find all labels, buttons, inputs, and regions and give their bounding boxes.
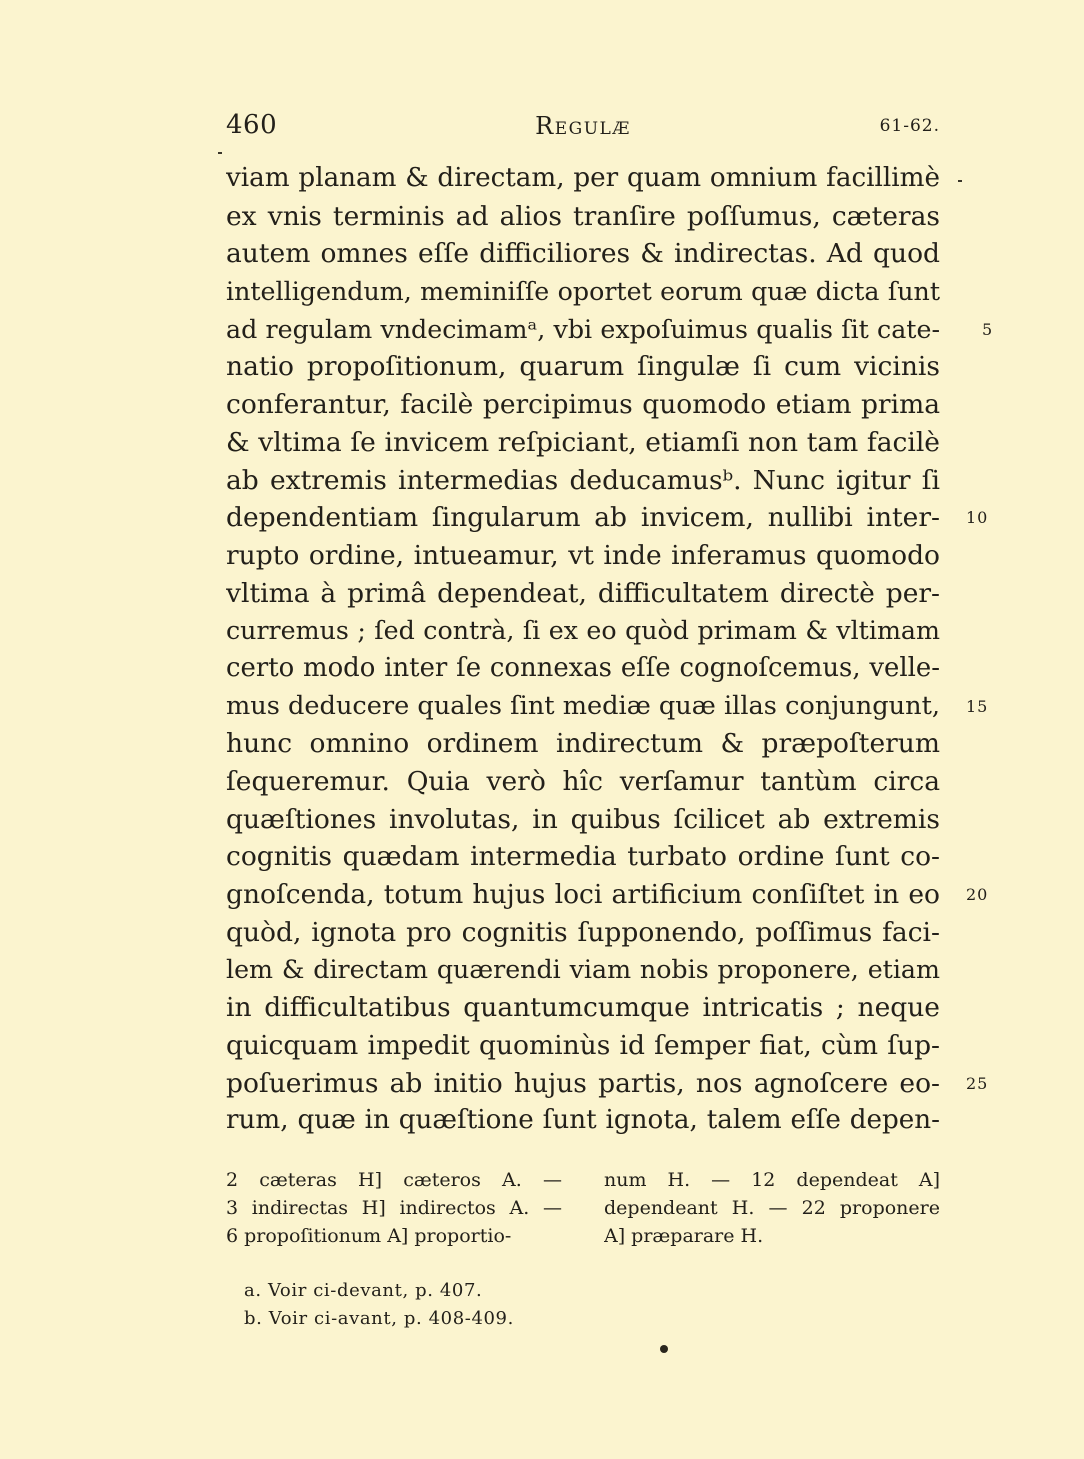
variant-line: 2 cæteras H] cæteros A. — bbox=[226, 1169, 562, 1191]
section-range: 61-62. bbox=[879, 116, 940, 136]
text-line: in difficultatibus quantumcumque intricatis ; neque bbox=[226, 992, 940, 1024]
page-number: 460 bbox=[226, 110, 278, 140]
variant-column-left bbox=[226, 1166, 562, 1250]
ink-dot bbox=[660, 1345, 668, 1353]
text-line: viam planam & directam, per quam omnium facillimè bbox=[226, 163, 940, 193]
text-line: ex vnis terminis ad alios tranſire poſſumus, cæteras bbox=[226, 200, 940, 232]
variant-line: 3 indirectas H] indirectos A. — bbox=[226, 1197, 562, 1219]
text-line: hunc omnino ordinem indirectum & præpoſterum bbox=[226, 728, 940, 760]
text-line: quæſtiones involutas, in quibus ſcilicet ab extremis bbox=[226, 803, 940, 835]
text-line: intelligendum, meminiſſe oportet eorum quæ dicta ſunt bbox=[226, 277, 940, 307]
text-line: certo modo inter ſe connexas eſſe cognoſcemus, velle- bbox=[226, 652, 940, 683]
text-line: ad regulam vndecimamᵃ, vbi expoſuimus qualis ſit cate- bbox=[226, 314, 940, 344]
text-line: vltima à primâ dependeat, difficultatem directè per- bbox=[226, 577, 940, 609]
footnote: a. Voir ci-devant, p. 407. bbox=[244, 1280, 483, 1301]
main-text bbox=[226, 160, 940, 1140]
page-header bbox=[226, 110, 940, 144]
line-number: 15 bbox=[966, 696, 989, 716]
running-title: Regulæ bbox=[535, 112, 631, 140]
text-line: autem omnes eſſe difficiliores & indirectas. Ad quod bbox=[226, 238, 940, 270]
line-number: 5 bbox=[982, 319, 994, 339]
variant-line: dependeant H. — 22 proponere bbox=[604, 1197, 940, 1219]
variant-line: A] præparare H. bbox=[604, 1225, 764, 1247]
margin-mark bbox=[958, 180, 962, 182]
text-line: curremus ; ſed contrà, ſi ex eo quòd primam & vltimam bbox=[226, 616, 940, 646]
text-line: natio propoſitionum, quarum ſingulæ ſi cum vicinis bbox=[226, 351, 940, 383]
text-line: & vltima ſe invicem reſpiciant, etiamſi non tam facilè bbox=[226, 426, 940, 458]
variant-line: num H. — 12 dependeat A] bbox=[604, 1169, 940, 1191]
variant-column-right bbox=[604, 1166, 940, 1250]
footnotes bbox=[244, 1277, 514, 1333]
text-line: ſequeremur. Quia verò hîc verſamur tantùm circa bbox=[226, 766, 940, 797]
text-line: dependentiam ſingularum ab invicem, nullibi inter- bbox=[226, 502, 940, 534]
footnote: b. Voir ci-avant, p. 408-409. bbox=[244, 1308, 514, 1329]
line-number: 20 bbox=[966, 885, 989, 905]
text-line: cognitis quædam intermedia turbato ordine ſunt co- bbox=[226, 841, 940, 873]
text-line: rupto ordine, intueamur, vt inde inferamus quomodo bbox=[226, 539, 940, 571]
text-line: lem & directam quærendi viam nobis proponere, etiam bbox=[226, 955, 940, 985]
line-number: 10 bbox=[966, 508, 989, 528]
text-line: poſuerimus ab initio hujus partis, nos agnoſcere eo- bbox=[226, 1067, 940, 1099]
text-line: gnoſcenda, totum hujus loci artificium conſiſtet in eo bbox=[226, 879, 940, 911]
text-line: quòd, ignota pro cognitis ſupponendo, poſſimus faci- bbox=[226, 916, 940, 948]
text-line: ab extremis intermedias deducamusᵇ. Nunc igitur ſi bbox=[226, 464, 940, 496]
variant-line: 6 propoſitionum A] proportio- bbox=[226, 1225, 512, 1247]
margin-mark bbox=[218, 152, 222, 154]
text-line: mus deducere quales ſint mediæ quæ illas conjungunt, bbox=[226, 690, 940, 721]
text-line: rum, quæ in quæſtione ſunt ignota, talem eſſe depen- bbox=[226, 1105, 940, 1136]
text-line: conferantur, facilè percipimus quomodo etiam prima bbox=[226, 389, 940, 421]
text-line: quicquam impedit quominùs id ſemper fiat, cùm ſup- bbox=[226, 1029, 940, 1061]
line-number: 25 bbox=[966, 1073, 989, 1093]
